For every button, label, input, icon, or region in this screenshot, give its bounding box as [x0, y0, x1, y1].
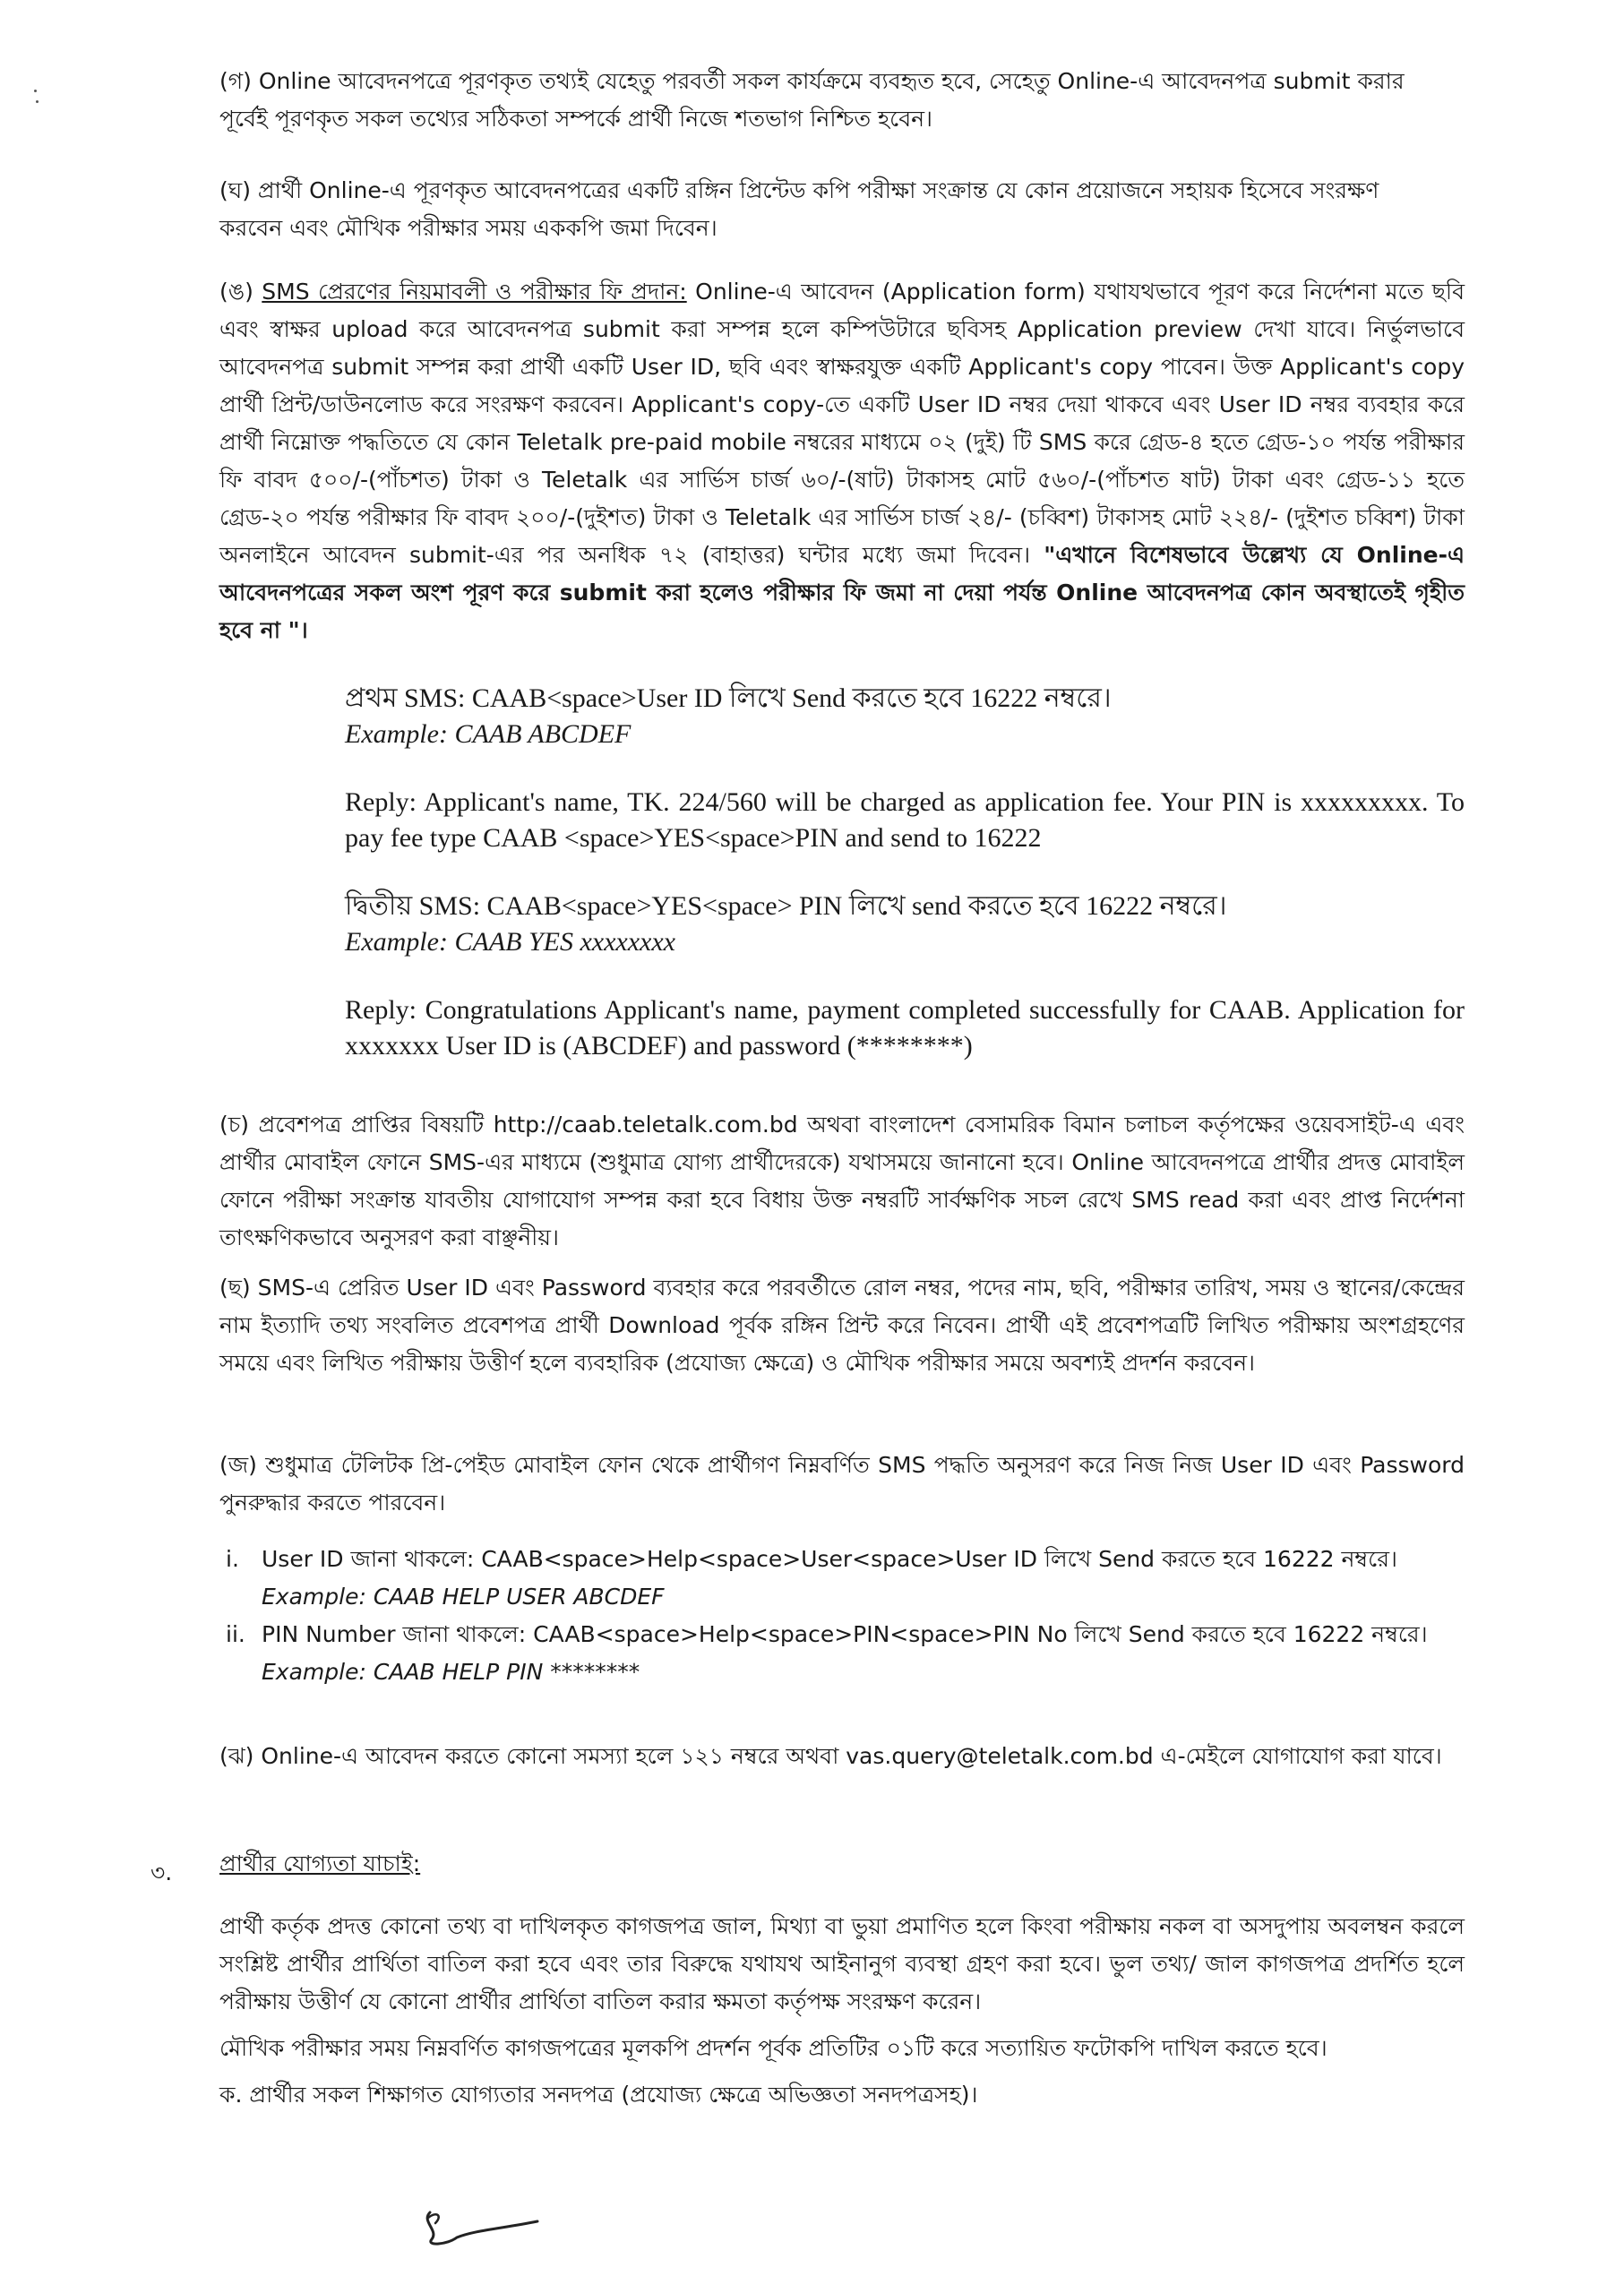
paragraph-cha — [219, 1106, 1465, 1257]
second-sms-example — [345, 924, 1465, 960]
section-3-body — [219, 1908, 1465, 2114]
recovery-item-text: User ID জানা থাকলে: CAAB<space>Help<space>User<space>User ID লিখে Send করতে হবে 16222 নম্বরে। — [262, 1546, 1397, 1572]
paragraph-umo-text — [219, 273, 1465, 649]
paragraph-umo-body: Online-এ আবেদন (Application form) যথাযথভাবে পূরণ করে নির্দেশনা মতে ছবি এবং স্বাক্ষর upload করে আবেদনপত্র submit করা সম্পন্ন হলে কম্পিউটারে ছবিসহ Application preview দেখা যাবে। নির্ভুলভাবে আবেদনপত্র submit সম্পন্ন করা প্রার্থী একটি User ID, ছবি এবং স্বাক্ষরযুক্ত একটি Applicant's copy পাবেন। উক্ত Applicant's copy প্রার্থী প্রিন্ট/ডাউনলোড করে সংরক্ষণ করবেন। Applicant's copy-তে একটি User ID নম্বর দেয়া থাকবে এবং User ID নম্বর ব্যবহার করে প্রার্থী নিম্নোক্ত পদ্ধতিতে যে কোন Teletalk pre-paid mobile নম্বরের মাধ্যমে ০২ (দুই) টি SMS করে গ্রেড-৪ হতে গ্রেড-১০ পর্যন্ত পরীক্ষার ফি বাবদ ৫০০/-(পাঁচশত) টাকা ও Teletalk এর সার্ভিস চার্জ ৬০/-(ষাট) টাকাসহ মোট ৫৬০/-(পাঁচশত ষাট) টাকা এবং গ্রেড-১১ হতে গ্রেড-২০ পর্যন্ত পরীক্ষার ফি বাবদ ২০০/-(দুইশত) টাকা ও Teletalk এর সার্ভিস চার্জ ২৪/- (চব্বিশ) টাকাসহ মোট ২২৪/- (দুইশত চব্বিশ) টাকা অনলাইনে আবেদন submit-এর পর অনধিক ৭২ (বাহাত্তর) ঘন্টার মধ্যে জমা দিবেন। — [219, 279, 1465, 568]
paragraph-umo-bold-note: "এখানে বিশেষভাবে উল্লেখ্য যে Online-এ আবেদনপত্রের সকল অংশ পূরণ করে submit করা হলেও পরীক্ষার ফি জমা না দেয়া পর্যন্ত Online আবেদনপত্র কোন অবস্থাতেই গৃহীত হবে না "। — [219, 542, 1465, 643]
paragraph-umo-prefix: (ঙ) — [219, 279, 262, 305]
section-3-heading-wrap — [219, 1845, 1465, 1883]
sms-rules-heading: SMS প্রেরণের নিয়মাবলী ও পরীক্ষার ফি প্রদান: — [262, 279, 687, 305]
first-sms-reply: Reply: Applicant's name, TK. 224/560 will be charged as application fee. Your PIN is xxxxxxxxx. To pay fee type CAAB <space>YES<space>PIN and send to 16222 — [345, 787, 1465, 853]
paragraph-jha — [219, 1738, 1465, 1775]
section-3-number: ৩. — [150, 1859, 173, 1885]
recovery-item-number: i. — [226, 1546, 239, 1572]
paragraph-chha — [219, 1269, 1465, 1382]
example-value: CAAB ABCDEF — [447, 719, 632, 749]
sms-instructions — [345, 681, 1465, 1064]
signature-mark — [412, 2194, 555, 2257]
recovery-item-text: PIN Number জানা থাকলে: CAAB<space>Help<space>PIN<space>PIN No লিখে Send করতে হবে 16222 নম্বরে। — [262, 1621, 1428, 1647]
section-3-heading: প্রার্থীর যোগ্যতা যাচাই: — [219, 1851, 421, 1876]
scan-mark — [34, 90, 37, 92]
recovery-item-number: ii. — [226, 1621, 245, 1647]
paragraph-ga-line-1: (গ) Online আবেদনপত্রে পূরণকৃত তথ্যই যেহেতু পরবর্তী সকল কার্যক্রমে ব্যবহৃত হবে, সেহেতু Online-এ আবেদনপত্র submit করার — [219, 68, 1405, 94]
section-3-para-1: প্রার্থী কর্তৃক প্রদত্ত কোনো তথ্য বা দাখিলকৃত কাগজপত্র জাল, মিথ্যা বা ভুয়া প্রমাণিত হলে কিংবা পরীক্ষায় নকল বা অসদুপায় অবলম্বন করলে সংশ্লিষ্ট প্রার্থীর প্রার্থিতা বাতিল করা হবে এবং তার বিরুদ্ধে যথাযথ আইনানুগ ব্যবস্থা গ্রহণ করা হবে। ভুল তথ্য/ জাল কাগজপত্র প্রদর্শিত হলে পরীক্ষায় উত্তীর্ণ যে কোনো প্রার্থীর প্রার্থিতা বাতিল করার ক্ষমতা কর্তৃপক্ষ সংরক্ষণ করেন। — [219, 1913, 1465, 2014]
example-value: CAAB YES xxxxxxxx — [447, 927, 675, 957]
second-sms: দ্বিতীয় SMS: CAAB<space>YES<space> PIN লিখে send করতে হবে 16222 নম্বরে। — [345, 891, 1227, 921]
example-label: Example: — [345, 927, 448, 957]
paragraph-gha-line-2: করবেন এবং মৌখিক পরীক্ষার সময় এককপি জমা দিবেন। — [219, 215, 717, 241]
paragraph-cha-text: (চ) প্রবেশপত্র প্রাপ্তির বিষয়টি http://caab.teletalk.com.bd অথবা বাংলাদেশ বেসামরিক বিমান চলাচল কর্তৃপক্ষের ওয়েবসাইট-এ এবং প্রার্থীর মোবাইল ফোনে SMS-এর মাধ্যমে (শুধুমাত্র যোগ্য প্রার্থীদেরকে) যথাসময়ে জানানো হবে। Online আবেদনপত্রে প্রার্থীর প্রদত্ত মোবাইল ফোনে পরীক্ষা সংক্রান্ত যাবতীয় যোগাযোগ সম্পন্ন করা হবে বিধায় উক্ত নম্বরটি সার্বক্ষণিক সচল রেখে SMS read করা এবং প্রাপ্ত নির্দেশনা তাৎক্ষণিকভাবে অনুসরণ করা বাঞ্ছনীয়। — [219, 1112, 1465, 1250]
paragraph-jha-text: (ঝ) Online-এ আবেদন করতে কোনো সমস্যা হলে ১২১ নম্বরে অথবা vas.query@teletalk.com.bd এ-মেইলে যোগাযোগ করা যাবে। — [219, 1743, 1442, 1769]
example-label: Example: — [345, 719, 448, 749]
recovery-item-example: Example: CAAB HELP PIN ******** — [262, 1659, 640, 1685]
second-sms-reply: Reply: Congratulations Applicant's name, payment completed successfully for CAAB. Application for xxxxxxx User ID is (ABCDEF) and password (********) — [345, 995, 1465, 1061]
section-3-para-3: ক. প্রার্থীর সকল শিক্ষাগত যোগ্যতার সনদপত্র (প্রযোজ্য ক্ষেত্রে অভিজ্ঞতা সনদপত্রসহ)। — [219, 2082, 978, 2108]
recovery-item — [226, 1616, 1480, 1653]
paragraph-gha — [219, 172, 1465, 247]
paragraph-ga-line-2: পূর্বেই পূরণকৃত সকল তথ্যের সঠিকতা সম্পর্কে প্রার্থী নিজে শতভাগ নিশ্চিত হবেন। — [219, 106, 932, 132]
paragraph-chha-text: (ছ) SMS-এ প্রেরিত User ID এবং Password ব্যবহার করে পরবর্তীতে রোল নম্বর, পদের নাম, ছবি, পরীক্ষার তারিখ, সময় ও স্থানের/কেন্দ্রের নাম ইত্যাদি তথ্য সংবলিত প্রবেশপত্র প্রার্থী Download পূর্বক রঙ্গিন প্রিন্ট করে নিবেন। প্রার্থী এই প্রবেশপত্রটি লিখিত পরীক্ষায় অংশগ্রহণের সময়ে এবং লিখিত পরীক্ষায় উত্তীর্ণ হলে ব্যবহারিক (প্রযোজ্য ক্ষেত্রে) ও মৌখিক পরীক্ষার সময়ে অবশ্যই প্রদর্শন করবেন। — [219, 1275, 1465, 1376]
recovery-item — [226, 1541, 1480, 1578]
paragraph-ja-text: (জ) শুধুমাত্র টেলিটক প্রি-পেইড মোবাইল ফোন থেকে প্রার্থীগণ নিম্নবর্ণিত SMS পদ্ধতি অনুসরণ করে নিজ নিজ User ID এবং Password পুনরুদ্ধার করতে পারবেন। — [219, 1452, 1465, 1516]
paragraph-gha-line-1: (ঘ) প্রার্থী Online-এ পূরণকৃত আবেদনপত্রের একটি রঙ্গিন প্রিন্টেড কপি পরীক্ষা সংক্রান্ত যে কোন প্রয়োজনে সহায়ক হিসেবে সংরক্ষণ — [219, 177, 1379, 203]
recovery-item-example: Example: CAAB HELP USER ABCDEF — [262, 1584, 665, 1610]
first-sms: প্রথম SMS: CAAB<space>User ID লিখে Send করতে হবে 16222 নম্বরে। — [345, 683, 1112, 713]
paragraph-ja — [219, 1447, 1465, 1522]
paragraph-umo — [219, 273, 1465, 649]
scan-mark — [36, 100, 39, 103]
paragraph-ga — [219, 63, 1465, 138]
section-3-para-2: মৌখিক পরীক্ষার সময় নিম্নবর্ণিত কাগজপত্রের মূলকপি প্রদর্শন পূর্বক প্রতিটির ০১টি করে সত্যায়িত ফটোকপি দাখিল করতে হবে। — [219, 2035, 1328, 2061]
recovery-list — [226, 1541, 1480, 1691]
first-sms-example — [345, 717, 1465, 752]
